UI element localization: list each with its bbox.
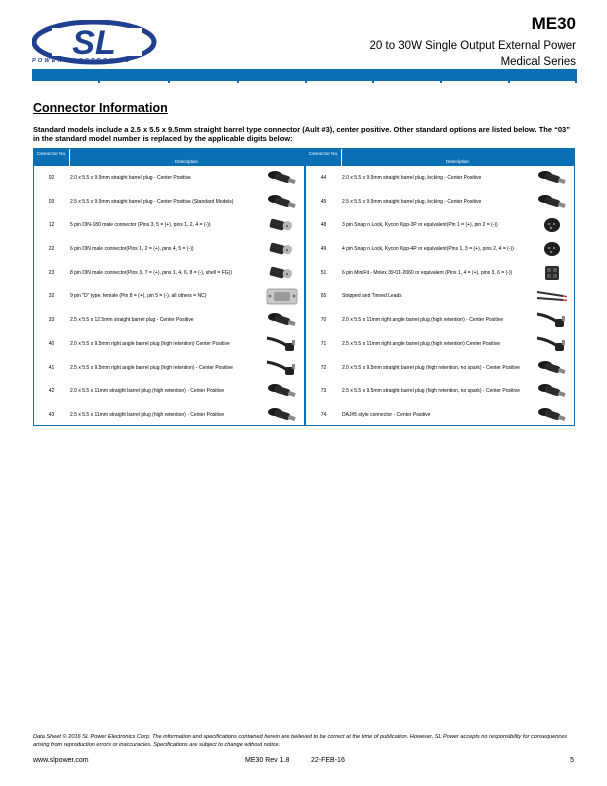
connector-number: 42 (48, 388, 55, 395)
connector-description: 3 pin Snap n Lock, Kycon Kpp-3P or equivalent(Pin 1 = (+), pin 2 = (-)) (342, 222, 498, 229)
connector-number: 02 (48, 175, 55, 181)
connector-table (33, 148, 575, 426)
table-header (34, 149, 304, 166)
right-angle-plug-icon (265, 334, 299, 354)
stripped-leads-icon (535, 286, 569, 306)
barrel-plug-icon (535, 358, 569, 378)
header-connector-no: Connector No. (36, 151, 67, 156)
d-sub-connector-icon (265, 286, 299, 306)
table-row (34, 190, 304, 214)
page-title: ME30 (531, 14, 576, 33)
footer-page-number: 5 (570, 757, 574, 764)
barrel-plug-icon (535, 405, 569, 425)
connector-description: 2.0 x 5.5 x 11mm straight barrel plug (high retention) - Center Positive (70, 388, 225, 395)
connector-description: 5 pin DIN-180 male connector (Pins 3, 5 = (+), pins 1, 2, 4 = (-)) (70, 222, 211, 229)
din-connector-icon (265, 239, 299, 259)
connector-description: 6 pin MiniFit - Molex 39-01-2060 or equivalent (Pins 1, 4 = (+), pins 3, 6 = (-)) (342, 269, 513, 276)
connector-number: 73 (320, 388, 327, 395)
connector-number: 03 (48, 198, 55, 205)
connector-description: 2.5 x 5.5 x 9.5mm right angle barrel plug (high retention) - Center Positive (70, 364, 233, 371)
connector-description: 2.0 x 5.5 x 9.5mm straight barrel plug - Center Positive (70, 175, 191, 181)
connector-description: 2.0 x 5.5 x 9.5mm straight barrel plug, locking - Center Positive (342, 175, 482, 181)
page-subtitle: 20 to 30W Single Output External Power (369, 40, 576, 52)
barrel-plug-icon (535, 381, 569, 401)
header-description: Description (446, 159, 469, 164)
din-connector-icon (265, 263, 299, 283)
table-row (306, 332, 574, 356)
barrel-plug-icon (265, 310, 299, 330)
snap-lock-connector-icon (535, 239, 569, 259)
table-row (34, 261, 304, 285)
table-row (34, 332, 304, 356)
connector-number: 43 (48, 411, 55, 418)
right-angle-plug-icon (535, 310, 569, 330)
footer-website-link[interactable]: www.slpower.com (33, 757, 89, 764)
connector-description: 2.0 x 5.5 x 9.5mm right angle barrel plug (high retention) Center Positive (70, 340, 230, 347)
connector-number: 40 (48, 340, 55, 347)
connector-number: 23 (48, 269, 55, 276)
header-divider-bar (32, 69, 577, 81)
connector-description: 2.5 x 5.5 x 9.5mm straight barrel plug (high retention, no spark) - Center Positive (342, 388, 520, 395)
table-row (306, 403, 574, 427)
table-row (34, 237, 304, 261)
barrel-plug-icon (265, 381, 299, 401)
barrel-plug-icon (265, 405, 299, 425)
logo-text: SL (72, 24, 116, 62)
connector-number: 32 (48, 293, 55, 300)
right-angle-plug-icon (535, 334, 569, 354)
table-row (306, 237, 574, 261)
connector-number: 51 (320, 269, 327, 276)
minifit-connector-icon (535, 263, 569, 283)
connector-number: 65 (320, 293, 327, 300)
header-description: Description (175, 159, 198, 164)
connector-description: 9 pin "D" type, female (Pin 8 = (+), pin 5 = (-), all others = NC) (70, 293, 207, 300)
series-label: Medical Series (500, 56, 576, 68)
connector-description: 2.0 x 5.5 x 11mm right angle barrel plug (high retention) - Center Positive (342, 317, 504, 324)
table-row (306, 190, 574, 214)
connector-number: 22 (48, 246, 55, 253)
footer-revision: ME30 Rev 1.8 (245, 757, 290, 764)
table-row (306, 379, 574, 403)
connector-number: 45 (320, 198, 327, 205)
table-rows-left (34, 166, 304, 427)
barrel-plug-icon (535, 192, 569, 212)
table-row (306, 213, 574, 237)
connector-description: 2.5 x 5.5 x 11mm right angle barrel plug (high retention) Center Positive (342, 340, 501, 347)
connector-description: DAJ#5 style connector - Center Positive (342, 411, 431, 418)
table-row (34, 166, 304, 190)
header-connector-no: Connector No. (308, 151, 339, 156)
connector-description: 2.5 x 5.5 x 12.5mm straight barrel plug - Center Positive (70, 317, 194, 324)
connector-description: 2.5 x 5.5 x 9.5mm straight barrel plug - Center Positive (Standard Models) (70, 198, 234, 205)
table-row (34, 308, 304, 332)
table-row (34, 213, 304, 237)
connector-number: 71 (320, 340, 327, 347)
din-connector-icon (265, 215, 299, 235)
table-row (306, 284, 574, 308)
connector-number: 72 (320, 364, 327, 371)
table-row (34, 284, 304, 308)
table-row (34, 356, 304, 380)
connector-description: 6 pin DIN male connector(Pins 1, 2 = (+), pins 4, 5 = (-)) (70, 246, 194, 253)
connector-description: 2.0 x 5.5 x 9.5mm straight barrel plug (high retention, no spark) - Center Positive (342, 364, 520, 371)
connector-table-left (34, 149, 304, 425)
header-bar-ticks (32, 81, 577, 83)
connector-number: 74 (320, 411, 327, 418)
footer-date: 22-FEB-16 (311, 757, 345, 764)
connector-number: 49 (320, 246, 327, 253)
section-intro: Standard models include a 2.5 x 5.5 x 9.5mm straight barrel type connector (Ault #3), center positive. Other standard options are listed below. The “03” in the standard model number is replaced by the applicable digits below: (33, 125, 570, 143)
logo-subtext: POWER ELECTRONICS (32, 58, 132, 64)
section-title: Connector Information (33, 101, 168, 115)
connector-number: 41 (48, 364, 55, 371)
connector-description: 4 pin Snap n Lock, Kycon Kpp-4P or equivalent(Pins 1, 3 = (+), pins 2, 4 = (-)) (342, 246, 514, 253)
footer-disclaimer: Data Sheet © 2016 SL Power Electronics Corp. The information and specifications contained herein are believed to be correct at the time of publication. However, SL Power accepts no responsibility for consequences arising from reproduction errors or inaccuracies. Specifications are subject to change without notice. (33, 734, 568, 748)
table-row (306, 261, 574, 285)
connector-description: Stripped and Tinned Leads (342, 293, 402, 300)
connector-number: 44 (320, 175, 327, 181)
table-row (306, 308, 574, 332)
connector-description: 2.5 x 5.5 x 11mm straight barrel plug (high retention) - Center Positive (70, 411, 225, 418)
barrel-plug-icon (535, 168, 569, 188)
connector-number: 70 (320, 317, 327, 324)
barrel-plug-icon (265, 168, 299, 188)
table-rows-right (306, 166, 574, 427)
barrel-plug-icon (265, 192, 299, 212)
connector-description: 2.5 x 5.5 x 9.5mm straight barrel plug, locking - Center Positive (342, 198, 482, 205)
connector-number: 12 (48, 222, 55, 229)
table-header (306, 149, 574, 166)
table-row (306, 356, 574, 380)
table-row (34, 403, 304, 427)
table-row (306, 166, 574, 190)
table-row (34, 379, 304, 403)
connector-table-right (306, 149, 574, 425)
connector-number: 48 (320, 222, 327, 229)
right-angle-plug-icon (265, 358, 299, 378)
connector-description: 8 pin DIN male connector(Pins 3, 7 = (+), pins 1, 4, 6, 8 = (-), shell = FG)) (70, 269, 233, 276)
snap-lock-connector-icon (535, 215, 569, 235)
connector-number: 33 (48, 317, 55, 324)
